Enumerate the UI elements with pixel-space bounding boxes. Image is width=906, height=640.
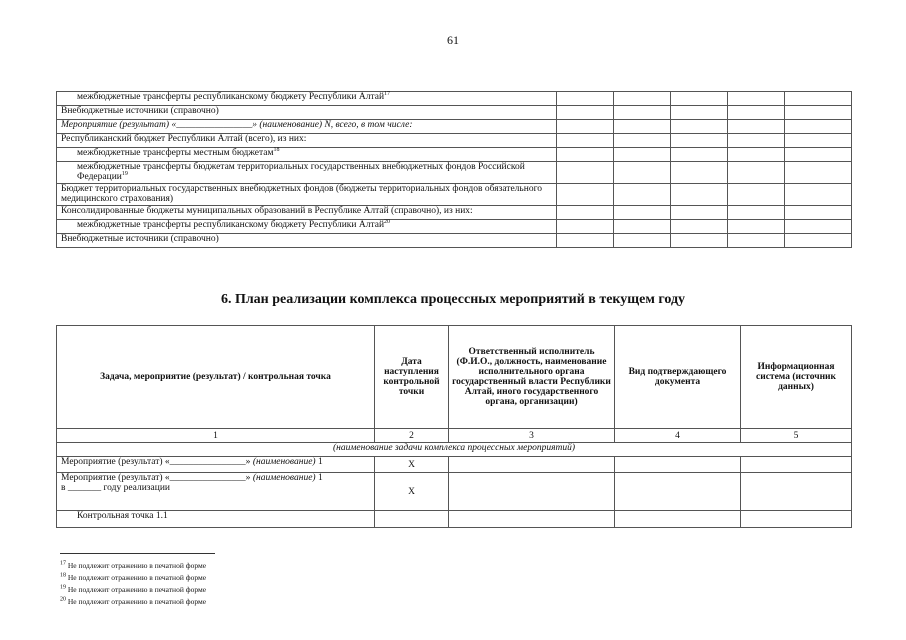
footnote-number: 17 — [60, 560, 66, 567]
empty-cell — [785, 134, 852, 148]
empty-cell — [557, 206, 614, 220]
row-label-text: межбюджетные трансферты республиканскому бюджету Республики Алтай — [77, 92, 385, 102]
table-row — [57, 162, 852, 184]
footnote-ref: 17 — [384, 90, 391, 97]
empty-cell — [557, 92, 614, 106]
row-label — [57, 106, 557, 120]
header-task: Задача, мероприятие (результат) / контрольная точка — [57, 326, 375, 429]
measure-year: в _______ году реализации — [61, 483, 171, 493]
empty-cell — [728, 120, 785, 134]
empty-cell — [728, 148, 785, 162]
empty-cell — [671, 220, 728, 234]
empty-cell — [785, 120, 852, 134]
row-label-text: межбюджетные трансферты бюджетам территориальных государственных внебюджетных фондов Российской Федерации — [77, 162, 525, 182]
header-date: Дата наступления контрольной точки — [375, 326, 449, 429]
empty-cell — [728, 220, 785, 234]
empty-cell — [671, 184, 728, 206]
table-row — [57, 206, 852, 220]
footnote — [60, 596, 206, 608]
measure-name-hint: (наименование) — [252, 457, 316, 467]
task-name: (наименование задачи комплекса процессных мероприятий) — [57, 443, 852, 457]
header-row — [57, 326, 852, 429]
empty-cell — [785, 234, 852, 248]
footnote-separator — [60, 553, 215, 554]
task-row — [57, 443, 852, 457]
empty-cell — [785, 220, 852, 234]
page-number: 61 — [447, 33, 459, 47]
row-label-text: Внебюджетные источники (справочно) — [61, 234, 219, 244]
empty-cell — [671, 92, 728, 106]
table-row — [57, 148, 852, 162]
empty-cell — [671, 134, 728, 148]
empty-cell — [557, 134, 614, 148]
col-number-3: 3 — [449, 429, 615, 443]
empty-cell — [557, 148, 614, 162]
footnote — [60, 584, 206, 596]
table-row — [57, 234, 852, 248]
row-label-text: Внебюджетные источники (справочно) — [61, 106, 219, 116]
empty-cell — [728, 206, 785, 220]
empty-cell — [615, 473, 741, 511]
footnote-text: Не подлежит отражению в печатной форме — [67, 597, 207, 606]
row-label — [57, 220, 557, 234]
header-system: Информационная система (источник данных) — [741, 326, 852, 429]
footnote-ref: 20 — [384, 218, 391, 225]
measure-prefix: Мероприятие (результат) «________________» — [61, 457, 253, 467]
empty-cell — [375, 511, 449, 528]
empty-cell — [785, 206, 852, 220]
number-row — [57, 429, 852, 443]
table-row — [57, 457, 852, 473]
measure-cell — [57, 473, 375, 511]
empty-cell — [671, 106, 728, 120]
empty-cell — [728, 134, 785, 148]
row-label — [57, 234, 557, 248]
empty-cell — [671, 120, 728, 134]
empty-cell — [614, 234, 671, 248]
table-row — [57, 106, 852, 120]
empty-cell — [557, 162, 614, 184]
empty-cell — [614, 106, 671, 120]
table-row — [57, 220, 852, 234]
checkpoint-cell: Контрольная точка 1.1 — [57, 511, 375, 528]
col-number-1: 1 — [57, 429, 375, 443]
row-label — [57, 148, 557, 162]
table-row — [57, 120, 852, 134]
footnotes — [60, 560, 206, 608]
row-label — [57, 120, 557, 134]
empty-cell — [728, 162, 785, 184]
empty-cell — [557, 220, 614, 234]
empty-cell — [728, 184, 785, 206]
empty-cell — [615, 457, 741, 473]
empty-cell — [449, 457, 615, 473]
row-label-text: Консолидированные бюджеты муниципальных образований в Республике Алтай (справочно), из них: — [61, 206, 473, 216]
row-label-text: межбюджетные трансферты республиканскому бюджету Республики Алтай — [77, 220, 385, 230]
empty-cell — [614, 92, 671, 106]
empty-cell — [614, 162, 671, 184]
empty-cell — [557, 184, 614, 206]
empty-cell — [614, 220, 671, 234]
col-number-5: 5 — [741, 429, 852, 443]
header-document: Вид подтверждающего документа — [615, 326, 741, 429]
empty-cell — [741, 457, 852, 473]
plan-table — [56, 325, 852, 528]
measure-suffix: 1 — [315, 473, 323, 483]
budget-table — [56, 91, 852, 248]
empty-cell — [671, 162, 728, 184]
empty-cell — [785, 92, 852, 106]
empty-cell — [614, 134, 671, 148]
empty-cell — [741, 473, 852, 511]
empty-cell — [785, 148, 852, 162]
measure-cell — [57, 457, 375, 473]
empty-cell — [671, 148, 728, 162]
footnote-number: 18 — [60, 572, 66, 579]
empty-cell — [449, 511, 615, 528]
row-label — [57, 162, 557, 184]
measure-prefix: Мероприятие (результат) «________________» — [61, 473, 253, 483]
empty-cell — [728, 92, 785, 106]
row-label-text: Республиканский бюджет Республики Алтай (всего), из них: — [61, 134, 307, 144]
empty-cell — [785, 162, 852, 184]
empty-cell — [785, 106, 852, 120]
empty-cell — [741, 511, 852, 528]
table-row — [57, 92, 852, 106]
measure-name-hint: (наименование) — [252, 473, 316, 483]
empty-cell — [614, 120, 671, 134]
row-label — [57, 134, 557, 148]
empty-cell — [671, 206, 728, 220]
footnote-text: Не подлежит отражению в печатной форме — [67, 561, 207, 570]
row-label-text: Бюджет территориальных государственных внебюджетных фондов (бюджеты территориальных фондов обязательного медицинского страхования) — [61, 184, 542, 204]
empty-cell — [615, 511, 741, 528]
section-title: 6. План реализации комплекса процессных мероприятий в текущем году — [220, 292, 686, 307]
row-label — [57, 184, 557, 206]
footnote — [60, 572, 206, 584]
row-label-text: Мероприятие (результат) «________________» (наименование) N, всего, в том числе: — [61, 120, 413, 130]
table-row — [57, 511, 852, 528]
footnote — [60, 560, 206, 572]
empty-cell — [557, 106, 614, 120]
empty-cell — [785, 184, 852, 206]
row-label — [57, 92, 557, 106]
empty-cell — [728, 234, 785, 248]
table-row — [57, 184, 852, 206]
measure-suffix: 1 — [315, 457, 323, 467]
row-label — [57, 206, 557, 220]
footnote-text: Не подлежит отражению в печатной форме — [67, 573, 207, 582]
footnote-text: Не подлежит отражению в печатной форме — [67, 585, 207, 594]
table-row — [57, 134, 852, 148]
empty-cell — [671, 234, 728, 248]
footnote-number: 20 — [60, 596, 66, 603]
date-mark: Х — [375, 473, 449, 511]
footnote-ref: 18 — [273, 146, 280, 153]
empty-cell — [614, 148, 671, 162]
footnote-number: 19 — [60, 584, 66, 591]
empty-cell — [557, 234, 614, 248]
header-executor: Ответственный исполнитель (Ф.И.О., должность, наименование исполнительного органа государственный власти Республики Алтай, иного государственного органа, организации) — [449, 326, 615, 429]
empty-cell — [728, 106, 785, 120]
table-row — [57, 473, 852, 511]
empty-cell — [614, 184, 671, 206]
date-mark: Х — [375, 457, 449, 473]
col-number-2: 2 — [375, 429, 449, 443]
col-number-4: 4 — [615, 429, 741, 443]
empty-cell — [614, 206, 671, 220]
empty-cell — [557, 120, 614, 134]
footnote-ref: 19 — [121, 170, 128, 177]
row-label-text: межбюджетные трансферты местным бюджетам — [77, 148, 274, 158]
empty-cell — [449, 473, 615, 511]
